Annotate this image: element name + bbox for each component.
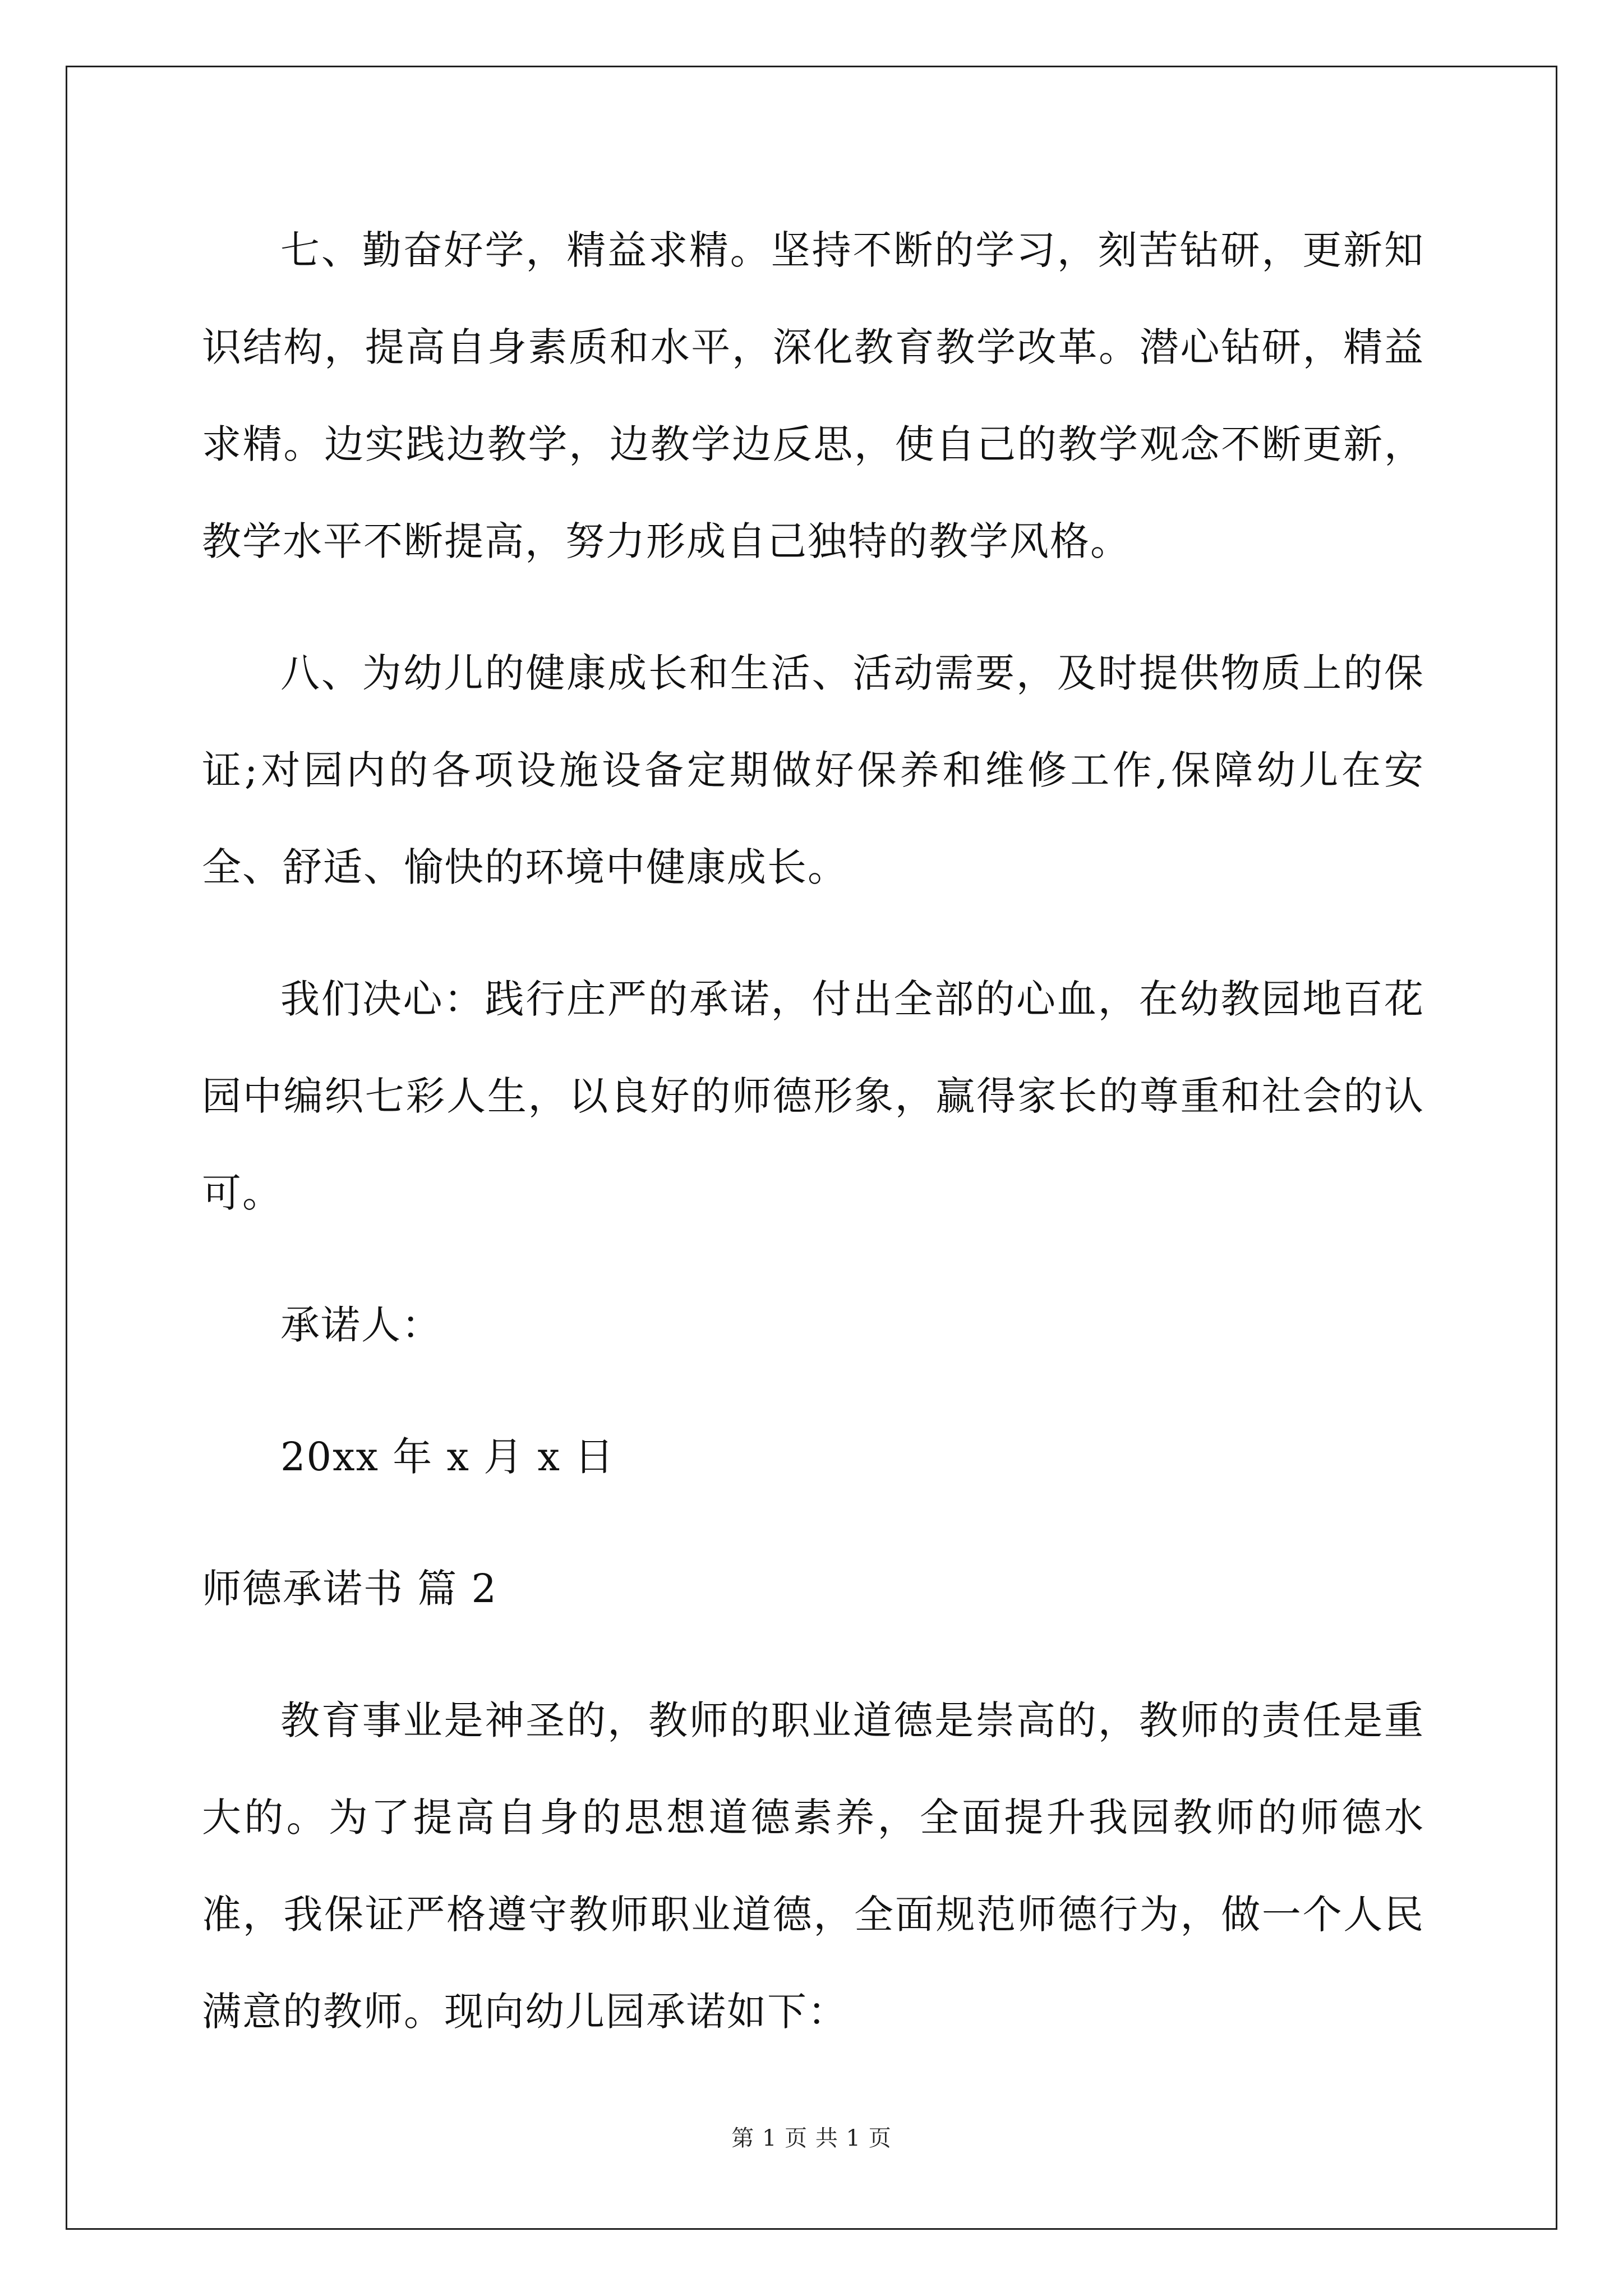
page-footer: 第 1 页 共 1 页: [731, 2125, 892, 2151]
date-line: 20xx 年 x 月 x 日: [280, 1434, 615, 1480]
signatory-label: 承诺人：: [280, 1302, 442, 1348]
paragraph-seven: 七、勤奋好学，精益求精。坚持不断的学习，刻苦钻研，更新知识结构，提高自身素质和水平，深化教育教学改革。潜心钻研，精益求精。边实践边教学，边教学边反思，使自己的教学观念不断更新，教学水平不断提高，努力形成自己独特的教学风格。: [202, 227, 1424, 564]
document-body: [202, 202, 1424, 2095]
paragraph-resolution: 我们决心：践行庄严的承诺，付出全部的心血，在幼教园地百花园中编织七彩人生，以良好的师德形象，赢得家长的尊重和社会的认可。: [202, 976, 1424, 1216]
section-heading: 师德承诺书 篇 2: [202, 1566, 498, 1612]
paragraph-intro-2: 教育事业是神圣的，教师的职业道德是崇高的，教师的责任是重大的。为了提高自身的思想道德素养，全面提升我园教师的师德水准，我保证严格遵守教师职业道德，全面规范师德行为，做一个人民满意的教师。现向幼儿园承诺如下：: [202, 1697, 1424, 2035]
paragraph-eight: 八、为幼儿的健康成长和生活、活动需要，及时提供物质上的保证;对园内的各项设施设备定期做好保养和维修工作,保障幼儿在安全、舒适、愉快的环境中健康成长。: [202, 650, 1424, 890]
